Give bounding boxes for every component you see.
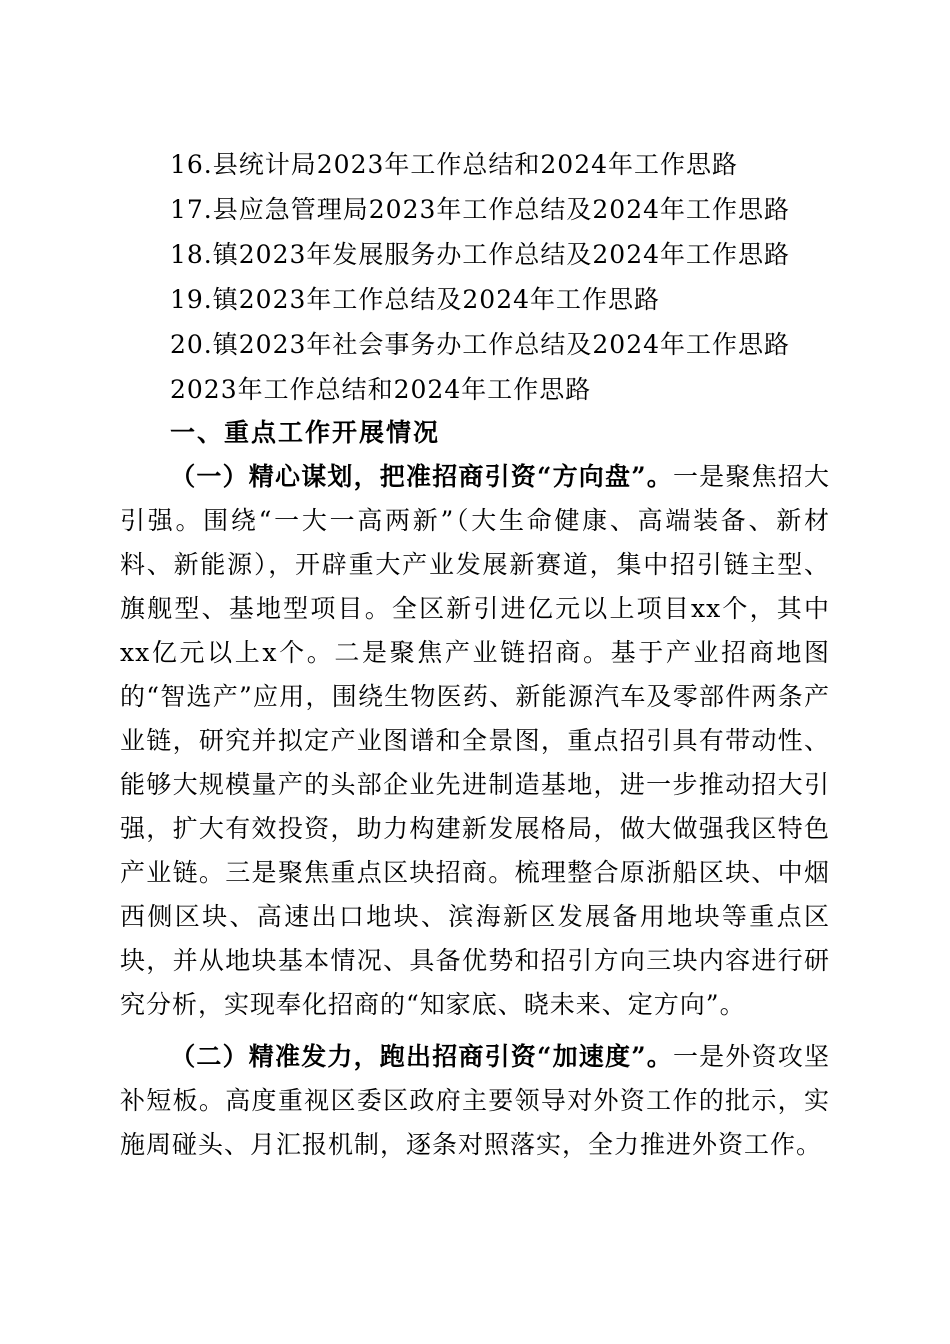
document-title: 2023年工作总结和2024年工作思路 xyxy=(170,375,592,404)
paragraph-subheading: （一）精心谋划，把准招商引资“方向盘”。 xyxy=(170,462,673,491)
list-item[interactable]: 17.县应急管理局2023年工作总结及2024年工作思路 xyxy=(170,195,791,224)
list-item[interactable]: 16.县统计局2023年工作总结和2024年工作思路 xyxy=(170,150,739,179)
paragraph xyxy=(120,1035,830,1167)
list-item[interactable]: 18.镇2023年发展服务办工作总结及2024年工作思路 xyxy=(170,240,791,269)
related-documents-list xyxy=(170,142,870,367)
list-item[interactable]: 19.镇2023年工作总结及2024年工作思路 xyxy=(170,285,661,314)
list-item[interactable]: 20.镇2023年社会事务办工作总结及2024年工作思路 xyxy=(170,330,791,359)
paragraph-body: 一是聚焦招大引强。围绕“一大一高两新”（大生命健康、高端装备、新材料、新能源），开辟重大产业发展新赛道，集中招引链主型、旗舰型、基地型项目。全区新引进亿元以上项目xx个，其中xx亿元以上x个。二是聚焦产业链招商。基于产业招商地图的“智选产”应用，围绕生物医药、新能源汽车及零部件两条产业链，研究并拟定产业图谱和全景图，重点招引具有带动性、能够大规模量产的头部企业先进制造基地，进一步推动招大引强，扩大有效投资，助力构建新发展格局，做大做强我区特色产业链。三是聚焦重点区块招商。梳理整合原浙船区块、中烟西侧区块、高速出口地块、滨海新区发展备用地块等重点区块，并从地块基本情况、具备优势和招引方向三块内容进行研究分析，实现奉化招商的“知家底、晓未来、定方向”。 xyxy=(120,462,830,1019)
paragraph-subheading: （二）精准发力，跑出招商引资“加速度”。 xyxy=(170,1042,673,1071)
section-heading: 一、重点工作开展情况 xyxy=(170,418,441,447)
paragraph xyxy=(120,455,830,1027)
paragraph-body: 一是外资攻坚补短板。高度重视区委区政府主要领导对外资工作的批示，实施周碰头、月汇报机制，逐条对照落实，全力推进外资工作。 xyxy=(120,1042,830,1159)
